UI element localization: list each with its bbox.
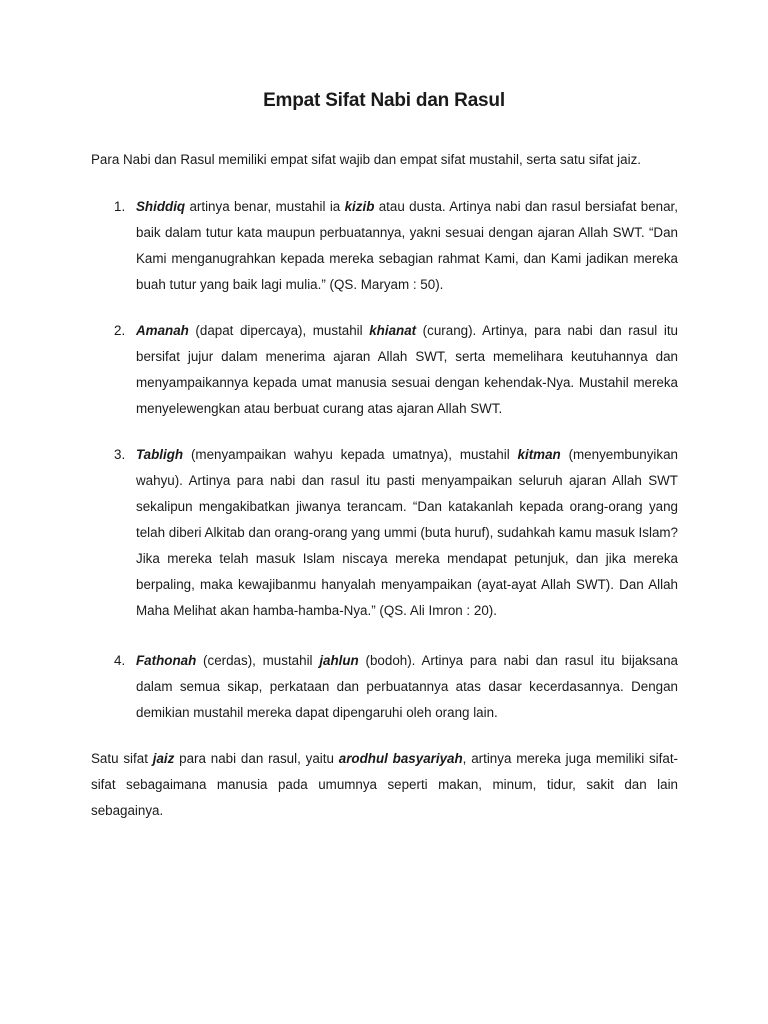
list-item-number: 1.: [114, 199, 126, 214]
item-text: (bodoh). Artinya para nabi dan rasul itu bijaksana dalam semua sikap, perkataan dan perbuatannya atas dasar kecerdasannya. Dengan demikian mustahil mereka dapat dipengaruhi oleh orang lain.: [136, 653, 679, 720]
term-highlight: Fathonah: [136, 653, 197, 668]
term-highlight: jaiz: [152, 751, 175, 766]
page-title: Empat Sifat Nabi dan Rasul: [263, 90, 505, 111]
outro-paragraph: [91, 746, 678, 824]
outro-text: para nabi dan rasul, yaitu: [174, 751, 339, 766]
list-item: [114, 648, 678, 726]
list-item-number: 3.: [114, 447, 126, 462]
term-highlight: Amanah: [136, 323, 189, 338]
item-text: (cerdas), mustahil: [196, 653, 320, 668]
list-item-body: [136, 318, 678, 422]
list-item-body: [136, 442, 678, 624]
list-item-body: [136, 648, 678, 726]
item-text: (dapat dipercaya), mustahil: [188, 323, 370, 338]
list-item: [114, 194, 678, 298]
term-highlight: Tabligh: [136, 447, 184, 462]
list-item: [114, 442, 678, 624]
list-item: [114, 318, 678, 422]
item-text: (menyampaikan wahyu kepada umatnya), mustahil: [183, 447, 518, 462]
intro-paragraph: Para Nabi dan Rasul memiliki empat sifat wajib dan empat sifat mustahil, serta satu sifat jaiz.: [91, 152, 641, 167]
item-text: atau dusta. Artinya nabi dan rasul bersiafat benar, baik dalam tutur kata maupun perbuatannya, yakni sesuai dengan ajaran Allah SWT. “Dan Kami menganugrahkan kepada mereka sebagian rahmat Kami, dan Kami jadikan mereka buah tutur yang baik lagi mulia.” (QS. Maryam : 50).: [136, 199, 678, 292]
item-text: (curang). Artinya, para nabi dan rasul itu bersifat jujur dalam menerima ajaran Allah SWT, serta memelihara keutuhannya dan menyampaikannya kepada umat manusia sesuai dengan kehendak-Nya. Mustahil mereka menyelewengkan atau berbuat curang atas ajaran Allah SWT.: [136, 323, 678, 416]
term-highlight: kizib: [344, 199, 375, 214]
term-highlight: Shiddiq: [136, 199, 186, 214]
item-text: artinya benar, mustahil ia: [185, 199, 345, 214]
outro-text: , artinya mereka juga memiliki sifat-sifat sebagaimana manusia pada umumnya seperti makan, minum, tidur, sakit dan lain sebagainya.: [91, 751, 679, 818]
item-text: (menyembunyikan wahyu). Artinya para nabi dan rasul itu pasti menyampaikan seluruh ajaran Allah SWT sekalipun mengakibatkan jiwanya terancam. “Dan katakanlah kepada orang-orang yang telah diberi Alkitab dan orang-orang yang ummi (buta huruf), sudahkah kamu masuk Islam? Jika mereka telah masuk Islam niscaya mereka mendapat petunjuk, dan jika mereka berpaling, maka kewajibanmu hanyalah menyampaikan (ayat-ayat Allah SWT). Dan Allah Maha Melihat akan hamba-hamba-Nya.” (QS. Ali Imron : 20).: [136, 447, 678, 618]
term-highlight: khianat: [369, 323, 417, 338]
list-item-number: 4.: [114, 653, 126, 668]
list-item-body: [136, 194, 678, 298]
term-highlight: kitman: [517, 447, 561, 462]
outro-text: Satu sifat: [91, 751, 153, 766]
term-highlight: jahlun: [319, 653, 359, 668]
list-item-number: 2.: [114, 323, 126, 338]
term-highlight: arodhul basyariyah: [338, 751, 463, 766]
